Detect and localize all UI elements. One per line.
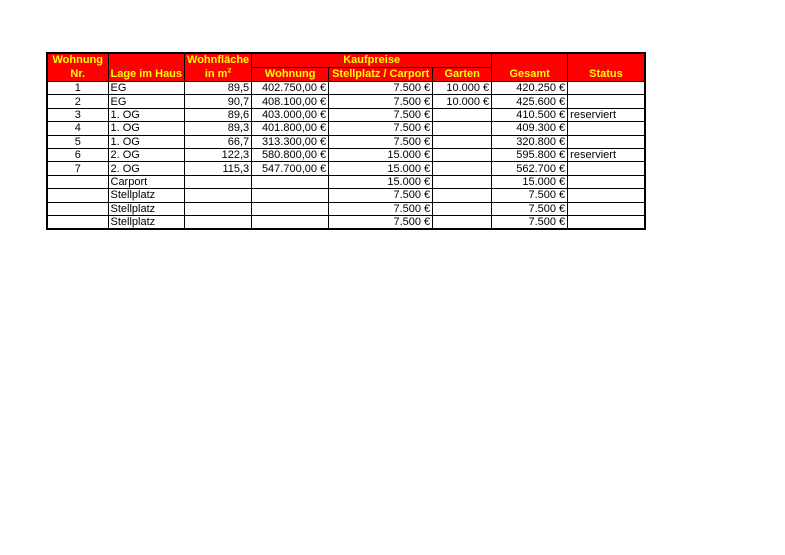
table-row xyxy=(47,162,645,175)
cell-stellplatz-preis: 7.500 € xyxy=(329,135,433,148)
header-col-stellplatz: Stellplatz / Carport xyxy=(329,68,433,82)
cell-garten-preis xyxy=(433,108,492,121)
cell-lage: 1. OG xyxy=(108,122,185,135)
cell-flaeche: 89,6 xyxy=(185,108,252,121)
cell-gesamt: 409.300 € xyxy=(492,122,568,135)
header-flaeche-unit xyxy=(185,68,252,82)
cell-wohnung-preis: 402.750,00 € xyxy=(252,82,329,95)
table-row xyxy=(47,202,645,215)
cell-nr: 3 xyxy=(47,108,108,121)
cell-gesamt: 595.800 € xyxy=(492,148,568,161)
cell-wohnung-preis xyxy=(252,189,329,202)
cell-gesamt: 15.000 € xyxy=(492,175,568,188)
table-row xyxy=(47,135,645,148)
cell-flaeche xyxy=(185,202,252,215)
cell-flaeche: 122,3 xyxy=(185,148,252,161)
header-lage-top xyxy=(108,53,185,68)
cell-status xyxy=(568,122,645,135)
header-gesamt-top xyxy=(492,53,568,68)
cell-stellplatz-preis: 7.500 € xyxy=(329,189,433,202)
header-wohnung-nr: Nr. xyxy=(47,68,108,82)
cell-flaeche xyxy=(185,189,252,202)
cell-garten-preis xyxy=(433,202,492,215)
cell-lage: 2. OG xyxy=(108,162,185,175)
cell-lage: EG xyxy=(108,95,185,108)
cell-stellplatz-preis: 7.500 € xyxy=(329,215,433,229)
cell-garten-preis: 10.000 € xyxy=(433,95,492,108)
cell-stellplatz-preis: 7.500 € xyxy=(329,82,433,95)
cell-flaeche xyxy=(185,215,252,229)
cell-lage: Stellplatz xyxy=(108,202,185,215)
cell-lage: 2. OG xyxy=(108,148,185,161)
cell-flaeche: 66,7 xyxy=(185,135,252,148)
cell-wohnung-preis xyxy=(252,215,329,229)
cell-status xyxy=(568,162,645,175)
header-flaeche-top: Wohnfläche xyxy=(185,53,252,68)
cell-nr xyxy=(47,189,108,202)
cell-status: reserviert xyxy=(568,108,645,121)
cell-nr xyxy=(47,175,108,188)
cell-stellplatz-preis: 7.500 € xyxy=(329,108,433,121)
cell-status xyxy=(568,189,645,202)
header-col-gesamt: Gesamt xyxy=(492,68,568,82)
cell-nr: 2 xyxy=(47,95,108,108)
cell-status: reserviert xyxy=(568,148,645,161)
cell-wohnung-preis: 403.000,00 € xyxy=(252,108,329,121)
cell-stellplatz-preis: 15.000 € xyxy=(329,162,433,175)
cell-garten-preis xyxy=(433,135,492,148)
cell-lage: Stellplatz xyxy=(108,189,185,202)
cell-wohnung-preis: 547.700,00 € xyxy=(252,162,329,175)
cell-gesamt: 320.800 € xyxy=(492,135,568,148)
cell-stellplatz-preis: 15.000 € xyxy=(329,175,433,188)
header-row-2 xyxy=(47,68,645,82)
cell-garten-preis xyxy=(433,122,492,135)
cell-stellplatz-preis: 7.500 € xyxy=(329,202,433,215)
cell-gesamt: 562.700 € xyxy=(492,162,568,175)
cell-garten-preis xyxy=(433,162,492,175)
table-row xyxy=(47,148,645,161)
cell-lage: Stellplatz xyxy=(108,215,185,229)
cell-garten-preis xyxy=(433,148,492,161)
cell-nr: 4 xyxy=(47,122,108,135)
cell-stellplatz-preis: 15.000 € xyxy=(329,148,433,161)
cell-status xyxy=(568,95,645,108)
cell-nr xyxy=(47,202,108,215)
table-row xyxy=(47,189,645,202)
cell-wohnung-preis xyxy=(252,202,329,215)
header-flaeche-unit-text: in m xyxy=(204,68,228,80)
cell-lage: 1. OG xyxy=(108,108,185,121)
cell-gesamt: 7.500 € xyxy=(492,189,568,202)
cell-status xyxy=(568,175,645,188)
cell-gesamt: 7.500 € xyxy=(492,202,568,215)
cell-gesamt: 425.600 € xyxy=(492,95,568,108)
cell-garten-preis xyxy=(433,189,492,202)
table-row xyxy=(47,95,645,108)
cell-garten-preis xyxy=(433,215,492,229)
cell-status xyxy=(568,202,645,215)
cell-wohnung-preis: 408.100,00 € xyxy=(252,95,329,108)
cell-lage: 1. OG xyxy=(108,135,185,148)
cell-nr: 7 xyxy=(47,162,108,175)
cell-wohnung-preis: 401.800,00 € xyxy=(252,122,329,135)
cell-wohnung-preis: 313.300,00 € xyxy=(252,135,329,148)
cell-nr: 1 xyxy=(47,82,108,95)
cell-wohnung-preis xyxy=(252,175,329,188)
cell-flaeche: 115,3 xyxy=(185,162,252,175)
header-lage: Lage im Haus xyxy=(108,68,185,82)
cell-flaeche: 89,5 xyxy=(185,82,252,95)
table-row xyxy=(47,122,645,135)
header-col-status: Status xyxy=(568,68,645,82)
header-status-top xyxy=(568,53,645,68)
cell-gesamt: 420.250 € xyxy=(492,82,568,95)
cell-garten-preis: 10.000 € xyxy=(433,82,492,95)
cell-nr: 5 xyxy=(47,135,108,148)
cell-nr xyxy=(47,215,108,229)
cell-nr: 6 xyxy=(47,148,108,161)
cell-stellplatz-preis: 7.500 € xyxy=(329,95,433,108)
cell-gesamt: 7.500 € xyxy=(492,215,568,229)
cell-status xyxy=(568,135,645,148)
table-row xyxy=(47,82,645,95)
header-wohnung-top: Wohnung xyxy=(47,53,108,68)
cell-gesamt: 410.500 € xyxy=(492,108,568,121)
cell-status xyxy=(568,215,645,229)
cell-flaeche: 90,7 xyxy=(185,95,252,108)
table-row xyxy=(47,175,645,188)
header-flaeche-sup: 2 xyxy=(227,67,232,75)
cell-garten-preis xyxy=(433,175,492,188)
cell-lage: Carport xyxy=(108,175,185,188)
table-row xyxy=(47,108,645,121)
cell-flaeche xyxy=(185,175,252,188)
header-col-wohnung: Wohnung xyxy=(252,68,329,82)
table-row xyxy=(47,215,645,229)
header-row-1 xyxy=(47,53,645,68)
header-col-garten: Garten xyxy=(433,68,492,82)
cell-stellplatz-preis: 7.500 € xyxy=(329,122,433,135)
cell-lage: EG xyxy=(108,82,185,95)
price-table xyxy=(46,52,646,230)
cell-status xyxy=(568,82,645,95)
cell-flaeche: 89,3 xyxy=(185,122,252,135)
cell-wohnung-preis: 580.800,00 € xyxy=(252,148,329,161)
header-kaufpreise: Kaufpreise xyxy=(252,53,492,68)
